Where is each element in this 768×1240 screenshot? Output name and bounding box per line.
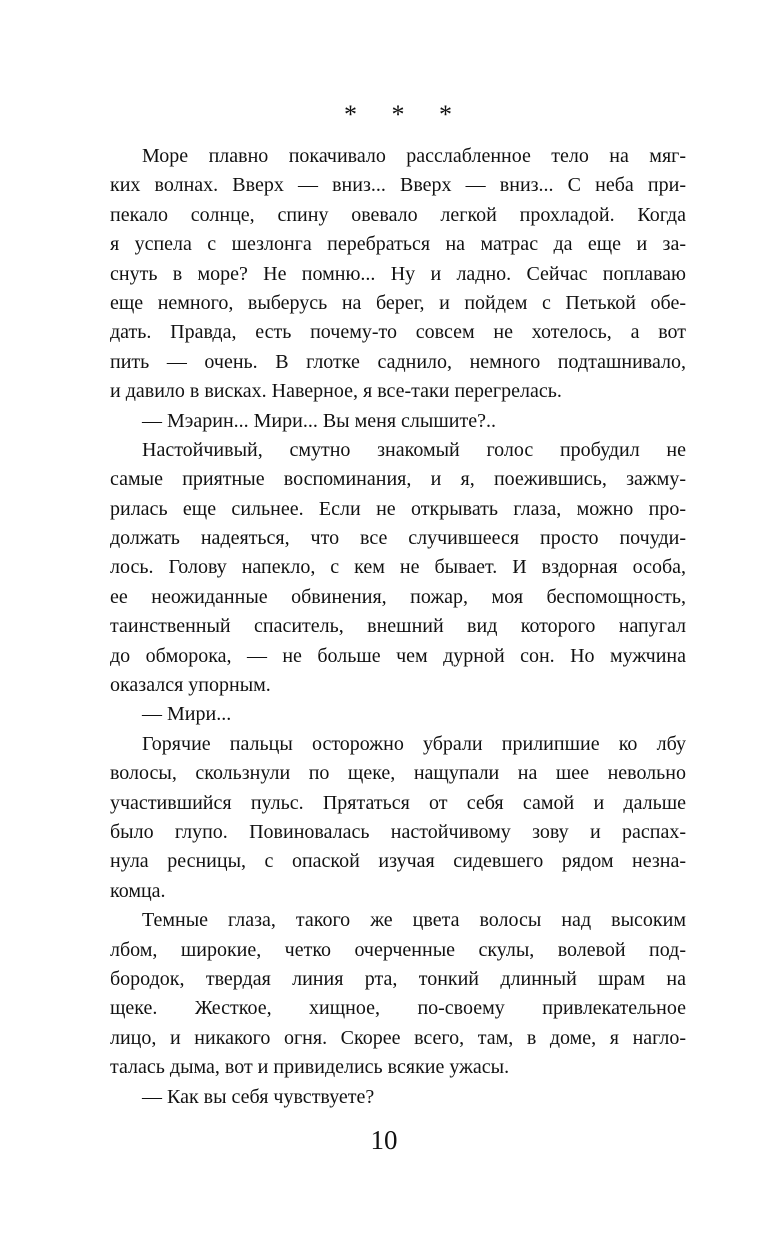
text-line: дать. Правда, есть почему-то совсем не хотелось, а вот (110, 321, 686, 344)
body-text (110, 142, 686, 1112)
text-line: самые приятные воспоминания, и я, поежившись, зажму- (110, 468, 686, 491)
text-line: лицо, и никакого огня. Скорее всего, там, в доме, я нагло- (110, 1026, 686, 1049)
text-line: должать надеяться, что все случившееся просто почуди- (110, 527, 686, 550)
text-line: участившийся пульс. Прятаться от себя самой и дальше (110, 791, 686, 814)
text-line: снуть в море? Не помню... Ну и ладно. Сейчас поплаваю (110, 262, 686, 285)
text-line: пить — очень. В глотке саднило, немного подташнивало, (110, 350, 686, 373)
text-line: было глупо. Повиновалась настойчивому зову и распах- (110, 820, 686, 843)
text-line: Море плавно покачивало расслабленное тело на мяг- (142, 145, 686, 167)
text-line: нула ресницы, с опаской изучая сидевшего рядом незна- (110, 850, 686, 873)
text-line: и давило в висках. Наверное, я все-таки перегрелась. (110, 380, 562, 403)
text-line: ее неожиданные обвинения, пожар, моя беспомощность, (110, 585, 686, 608)
text-line: до обморока, — не больше чем дурной сон. Но мужчина (110, 644, 686, 667)
text-line: — Мири... (142, 703, 232, 726)
text-line: рилась еще сильнее. Если не открывать глаза, можно про- (110, 497, 686, 520)
text-line: оказался упорным. (110, 674, 271, 697)
text-line: лось. Голову напекло, с кем не бывает. И вздорная особа, (110, 556, 686, 579)
text-line: бородок, твердая линия рта, тонкий длинный шрам на (110, 967, 686, 990)
text-line: таинственный спаситель, внешний вид которого напугал (110, 615, 686, 638)
text-line: Горячие пальцы осторожно убрали прилипшие ко лбу (142, 732, 686, 755)
text-line: Настойчивый, смутно знакомый голос пробудил не (142, 438, 686, 461)
text-line: пекало солнце, спину овевало легкой прохладой. Когда (110, 203, 686, 226)
text-line: ких волнах. Вверх — вниз... Вверх — вниз... С неба при- (110, 174, 686, 197)
text-line: щеке. Жесткое, хищное, по-своему привлекательное (110, 997, 686, 1020)
text-line: Темные глаза, такого же цвета волосы над высоким (142, 909, 686, 932)
page-number: 10 (370, 1125, 398, 1155)
text-line: — Мэарин... Мири... Вы меня слышите?.. (142, 409, 496, 432)
page-text-block (110, 100, 686, 1112)
text-line: еще немного, выберусь на берег, и пойдем с Петькой обе- (110, 291, 686, 314)
section-separator: * * * (344, 100, 466, 129)
text-line: — Как вы себя чувствуете? (142, 1085, 375, 1108)
text-line: талась дыма, вот и привиделись всякие ужасы. (110, 1056, 510, 1079)
text-line: комца. (110, 879, 166, 902)
text-line: волосы, скользнули по щеке, нащупали на шее невольно (110, 762, 686, 785)
text-line: лбом, широкие, четко очерченные скулы, волевой под- (110, 938, 686, 961)
text-line: я успела с шезлонга перебраться на матрас да еще и за- (110, 233, 686, 256)
